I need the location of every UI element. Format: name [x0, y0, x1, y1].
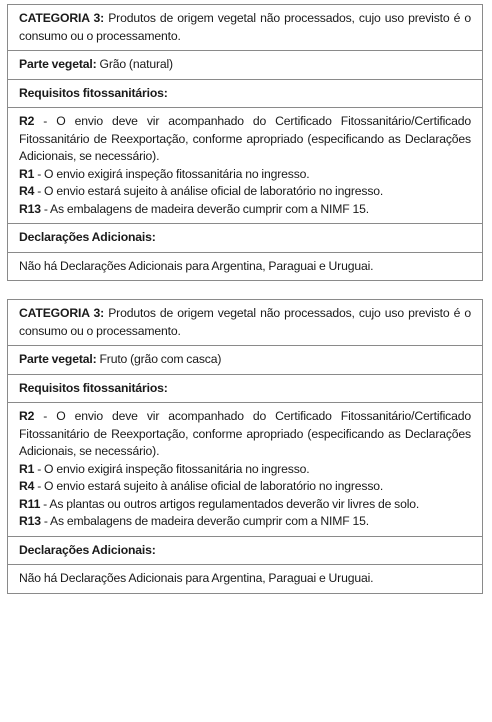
- plant-part-value: Grão (natural): [99, 57, 173, 71]
- requirement-text: - O envio estará sujeito à análise oficial de laboratório no ingresso.: [34, 479, 384, 493]
- category-row: [8, 5, 482, 50]
- plant-part-row: [8, 50, 482, 79]
- plant-part-row: [8, 345, 482, 374]
- requirement-text: - O envio exigirá inspeção fitossanitária no ingresso.: [34, 166, 310, 181]
- requirement-text: - O envio deve vir acompanhado do Certificado Fitossanitário/Certificado Fitossanitário de Reexportação, conforme apropriado (especificando as Declarações Adicionais, se necessário).: [19, 114, 471, 163]
- requirement-text: - O envio deve vir acompanhado do Certificado Fitossanitário/Certificado Fitossanitário de Reexportação, conforme apropriado (especificando as Declarações Adicionais, se necessário).: [19, 409, 471, 458]
- requirement-item: [19, 201, 471, 219]
- declarations-heading-row: [8, 536, 482, 565]
- requirements-list: [8, 107, 482, 223]
- plant-part-label: Parte vegetal:: [19, 352, 97, 366]
- requirement-code: R1: [19, 461, 35, 476]
- requirement-code: R11: [19, 496, 41, 511]
- requirement-item: [19, 478, 471, 496]
- requirement-code: R1: [19, 166, 35, 181]
- declarations-row: [8, 564, 482, 593]
- declarations-heading: Declarações Adicionais:: [19, 230, 156, 244]
- requirement-code: R2: [19, 409, 35, 423]
- declarations-text: Não há Declarações Adicionais para Argentina, Paraguai e Uruguai.: [19, 571, 374, 585]
- requirement-item: [19, 183, 471, 201]
- requirement-item: [19, 166, 471, 184]
- requirements-heading-row: [8, 374, 482, 403]
- requirement-item: [19, 513, 471, 531]
- category-table-2: [7, 299, 483, 594]
- requirement-code: R4: [19, 479, 35, 493]
- requirement-item: [19, 461, 471, 479]
- requirements-list: [8, 402, 482, 536]
- declarations-text: Não há Declarações Adicionais para Argentina, Paraguai e Uruguai.: [19, 258, 374, 273]
- category-text: Produtos de origem vegetal não processados, cujo uso previsto é o consumo ou o processamento.: [19, 11, 472, 43]
- requirement-text: - As embalagens de madeira deverão cumprir com a NIMF 15.: [40, 514, 369, 528]
- requirement-code: R13: [19, 514, 41, 528]
- requirement-text: - As plantas ou outros artigos regulamentados deverão vir livres de solo.: [40, 496, 420, 511]
- document: [7, 4, 483, 594]
- requirement-text: - O envio estará sujeito à análise oficial de laboratório no ingresso.: [34, 184, 384, 198]
- requirement-item: [19, 496, 471, 514]
- requirement-text: - O envio exigirá inspeção fitossanitária no ingresso.: [34, 461, 310, 476]
- requirement-code: R13: [19, 201, 41, 216]
- declarations-heading-row: [8, 223, 482, 252]
- declarations-row: [8, 252, 482, 281]
- requirement-item-r2: [19, 408, 471, 461]
- requirement-code: R2: [19, 114, 35, 128]
- requirements-heading: Requisitos fitossanitários:: [19, 85, 168, 100]
- requirements-heading: Requisitos fitossanitários:: [19, 380, 168, 395]
- category-row: [8, 300, 482, 345]
- requirement-item-r2: [19, 113, 471, 166]
- category-text: Produtos de origem vegetal não processados, cujo uso previsto é o consumo ou o processamento.: [19, 306, 472, 338]
- category-table-1: [7, 4, 483, 281]
- requirement-code: R4: [19, 184, 35, 198]
- requirements-heading-row: [8, 79, 482, 108]
- plant-part-label: Parte vegetal:: [19, 57, 97, 71]
- category-label: CATEGORIA 3:: [19, 11, 105, 25]
- plant-part-value: Fruto (grão com casca): [99, 352, 222, 366]
- requirement-text: - As embalagens de madeira deverão cumprir com a NIMF 15.: [40, 201, 369, 216]
- category-label: CATEGORIA 3:: [19, 306, 105, 320]
- declarations-heading: Declarações Adicionais:: [19, 542, 156, 557]
